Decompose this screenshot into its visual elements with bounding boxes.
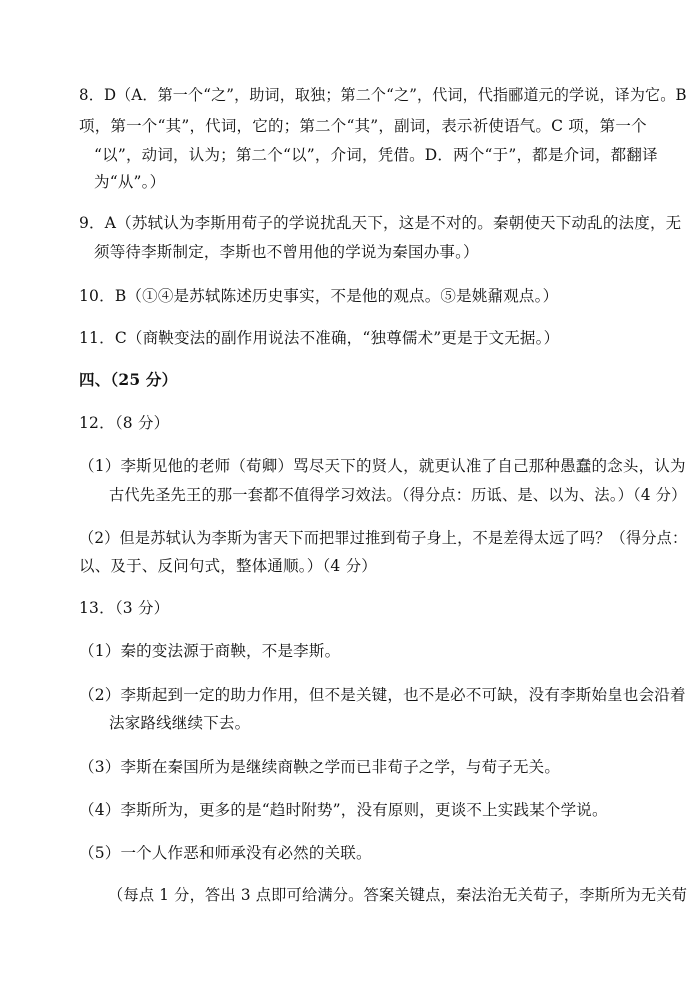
- question-13-heading: 13．（3 分）: [79, 599, 170, 617]
- answer-8-line-2: 项，第一个“其”，代词，它的；第二个“其”，副词，表示祈使语气。C 项，第一个: [79, 117, 647, 135]
- answer-8-line-3: “以”，动词，认为；第二个“以”，介词，凭借。D．两个“于”，都是介词，都翻译: [94, 146, 658, 164]
- answer-13-2-line-1: （2）李斯起到一定的助力作用，但不是关键，也不是必不可缺，没有李斯始皇也会沿着: [79, 686, 686, 704]
- answer-13-1: （1）秦的变法源于商鞅，不是李斯。: [79, 642, 341, 660]
- answer-13-3: （3）李斯在秦国所为是继续商鞅之学而已非荀子之学，与荀子无关。: [79, 758, 561, 776]
- answer-10: 10．B（①④是苏轼陈述历史事实，不是他的观点。⑤是姚鼐观点。）: [79, 287, 559, 305]
- answer-11: 11．C（商鞅变法的副作用说法不准确，“独尊儒术”更是于文无据。）: [79, 329, 560, 347]
- answer-12-1-line-2: 古代先圣先王的那一套都不值得学习效法。（得分点：历诋、是、以为、法。）（4 分）: [109, 486, 687, 504]
- answer-9-line-2: 须等待李斯制定，李斯也不曾用他的学说为秦国办事。）: [94, 243, 479, 261]
- answer-13-scoring-note: （每点 1 分，答出 3 点即可给满分。答案关键点，秦法治无关荀子，李斯所为无关荀: [108, 886, 688, 904]
- answer-12-1-line-1: （1）李斯见他的老师（荀卿）骂尽天下的贤人，就更认准了自己那种愚蠢的念头，认为: [79, 457, 686, 475]
- answer-12-2-line-1: （2）但是苏轼认为李斯为害天下而把罪过推到荀子身上，不是差得太远了吗？（得分点：: [79, 529, 688, 547]
- section-four-heading: 四、（25 分）: [79, 370, 178, 389]
- question-12-heading: 12．（8 分）: [79, 414, 170, 432]
- answer-13-4: （4）李斯所为，更多的是“趋时附势”，没有原则，更谈不上实践某个学说。: [79, 801, 608, 819]
- answer-13-2-line-2: 法家路线继续下去。: [109, 714, 251, 732]
- answer-8-line-4: 为“从”。）: [94, 173, 166, 191]
- answer-9-line-1: 9．A（苏轼认为李斯用荀子的学说扰乱天下，这是不对的。秦朝使天下动乱的法度，无: [79, 214, 682, 232]
- answer-12-2-line-2: 以、及于、反问句式，整体通顺。）（4 分）: [79, 557, 377, 575]
- answer-8-line-1: 8．D（A．第一个“之”，助词，取独；第二个“之”，代词，代指郦道元的学说，译为它。B: [79, 86, 687, 104]
- answer-13-5: （5）一个人作恶和师承没有必然的关联。: [79, 844, 372, 862]
